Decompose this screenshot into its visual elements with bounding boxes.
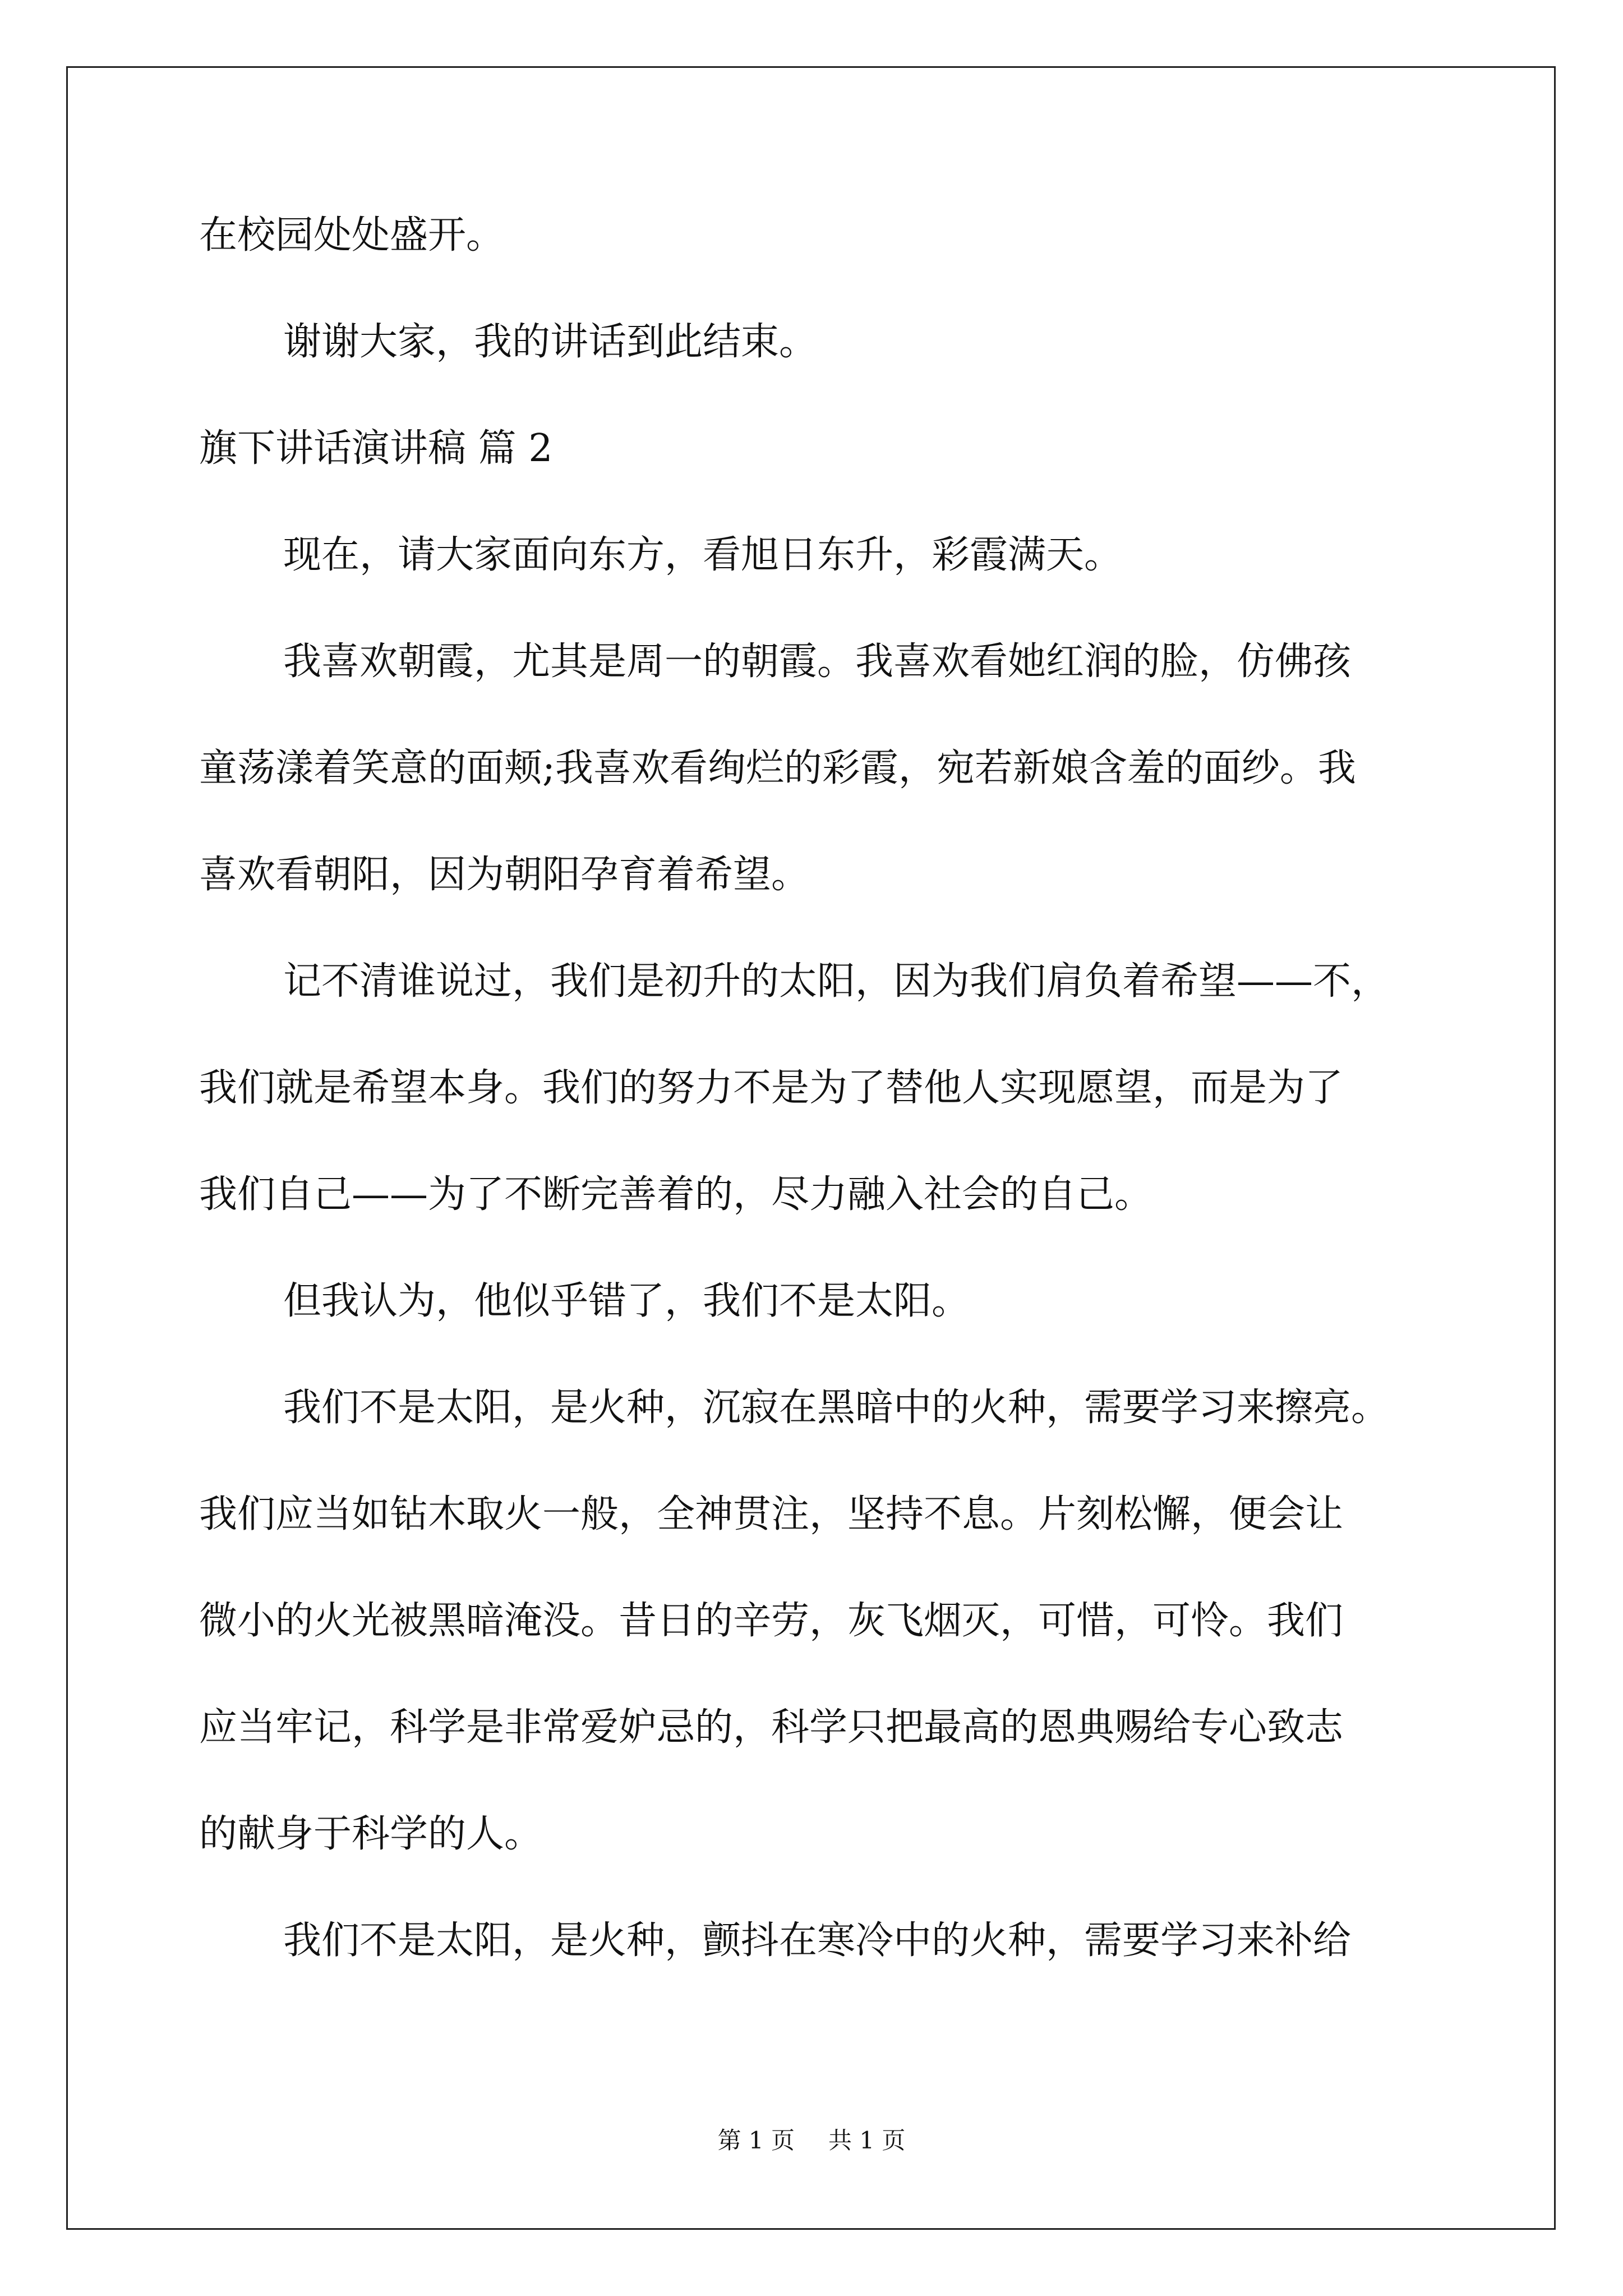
text-line: 我们就是希望本身。我们的努力不是为了替他人实现愿望，而是为了 xyxy=(199,1066,1344,1110)
text-line: 但我认为，他似乎错了，我们不是太阳。 xyxy=(283,1279,970,1323)
page-number-current: 第 1 页 xyxy=(717,2127,795,2154)
text-line: 谢谢大家，我的讲话到此结束。 xyxy=(283,320,818,364)
text-line: 记不清谁说过，我们是初升的太阳，因为我们肩负着希望——不， xyxy=(283,959,1390,1004)
text-line: 喜欢看朝阳，因为朝阳孕育着希望。 xyxy=(199,853,810,897)
text-line: 在校园处处盛开。 xyxy=(199,213,505,257)
text-line: 我们不是太阳，是火种，颤抖在寒冷中的火种，需要学习来补给 xyxy=(283,1918,1352,1963)
page-number-total: 共 1 页 xyxy=(828,2127,906,2154)
text-line: 的献身于科学的人。 xyxy=(199,1812,543,1856)
text-line: 我们自己——为了不断完善着的，尽力融入社会的自己。 xyxy=(199,1172,1153,1217)
text-line: 应当牢记，科学是非常爱妒忌的，科学只把最高的恩典赐给专心致志 xyxy=(199,1705,1344,1750)
text-line: 我喜欢朝霞，尤其是周一的朝霞。我喜欢看她红润的脸，仿佛孩 xyxy=(283,639,1352,684)
text-line: 我们不是太阳，是火种，沉寂在黑暗中的火种，需要学习来擦亮。 xyxy=(283,1386,1390,1430)
section-heading: 旗下讲话演讲稿 篇 2 xyxy=(199,426,553,471)
page-footer xyxy=(0,2125,1623,2156)
text-line: 童荡漾着笑意的面颊;我喜欢看绚烂的彩霞，宛若新娘含羞的面纱。我 xyxy=(199,746,1356,790)
text-line: 微小的火光被黑暗淹没。昔日的辛劳，灰飞烟灭，可惜，可怜。我们 xyxy=(199,1599,1344,1643)
text-line: 我们应当如钻木取火一般，全神贯注，坚持不息。片刻松懈，便会让 xyxy=(199,1492,1344,1536)
page-frame xyxy=(66,66,1556,2230)
text-line: 现在，请大家面向东方，看旭日东升，彩霞满天。 xyxy=(283,533,1123,577)
